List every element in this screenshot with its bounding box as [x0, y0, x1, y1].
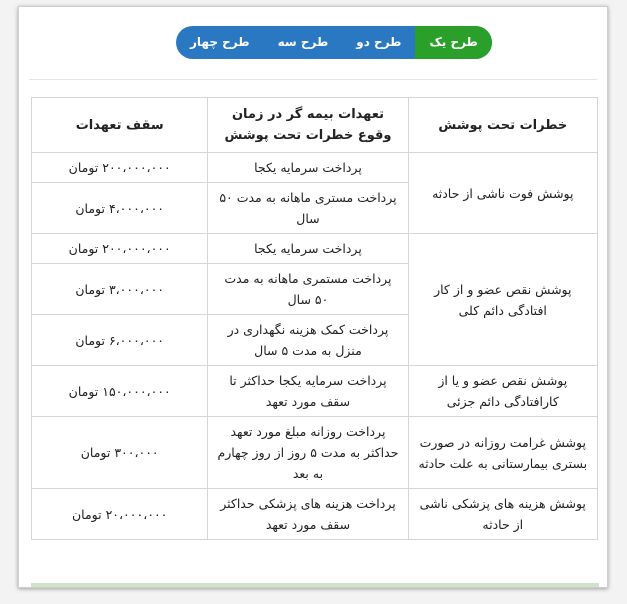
- limit-cell: ۴،۰۰۰،۰۰۰ تومان: [32, 183, 208, 234]
- table-row: [32, 153, 598, 183]
- commitment-cell: پرداخت مستمری ماهانه به مدت ۵۰ سال: [208, 264, 408, 315]
- header-commitments: تعهدات بیمه گر در زمان وقوع خطرات تحت پوشش: [208, 98, 408, 153]
- risk-cell: پوشش نقص عضو و یا از کارافتادگی دائم جزئی: [408, 366, 597, 417]
- limit-cell: ۲۰،۰۰۰،۰۰۰ تومان: [32, 489, 208, 540]
- risk-cell: پوشش فوت ناشی از حادثه: [408, 153, 597, 234]
- limit-cell: ۳،۰۰۰،۰۰۰ تومان: [32, 264, 208, 315]
- risk-cell: پوشش هزینه های پزشکی ناشی از حادثه: [408, 489, 597, 540]
- limit-cell: ۱۵۰،۰۰۰،۰۰۰ تومان: [32, 366, 208, 417]
- commitment-cell: پرداخت سرمایه یکجا حداکثر تا سقف مورد تعهد: [208, 366, 408, 417]
- limit-cell: ۲۰۰،۰۰۰،۰۰۰ تومان: [32, 234, 208, 264]
- risk-cell: پوشش غرامت روزانه در صورت بستری بیمارستانی به علت حادثه: [408, 417, 597, 489]
- commitment-cell: پرداخت سرمایه یکجا: [208, 153, 408, 183]
- header-limit: سقف تعهدات: [32, 98, 208, 153]
- coverage-table: [31, 97, 598, 540]
- horizontal-scrollbar[interactable]: [31, 583, 599, 587]
- table-row: [32, 366, 598, 417]
- limit-cell: ۳۰۰،۰۰۰ تومان: [32, 417, 208, 489]
- table-header-row: [32, 98, 598, 153]
- commitment-cell: پرداخت مستری ماهانه به مدت ۵۰ سال: [208, 183, 408, 234]
- divider: [29, 79, 597, 80]
- plan-tabs: [176, 26, 492, 59]
- tab-plan-1[interactable]: طرح یک: [415, 26, 491, 59]
- commitment-cell: پرداخت کمک هزینه نگهداری در منزل به مدت ۵ سال: [208, 315, 408, 366]
- commitment-cell: پرداخت سرمایه یکجا: [208, 234, 408, 264]
- tab-plan-3[interactable]: طرح سه: [277, 35, 329, 49]
- plan-panel: [18, 6, 608, 588]
- commitment-cell: پرداخت هزینه های پزشکی حداکثر سقف مورد تعهد: [208, 489, 408, 540]
- risk-cell: پوشش نقص عضو و از کار افتادگی دائم کلی: [408, 234, 597, 366]
- limit-cell: ۲۰۰،۰۰۰،۰۰۰ تومان: [32, 153, 208, 183]
- limit-cell: ۶،۰۰۰،۰۰۰ تومان: [32, 315, 208, 366]
- table-row: [32, 417, 598, 489]
- tab-plan-2[interactable]: طرح دو: [356, 35, 402, 49]
- commitment-cell: پرداخت روزانه مبلغ مورد تعهد حداکثر به مدت ۵ روز از روز چهارم به بعد: [208, 417, 408, 489]
- table-row: [32, 234, 598, 264]
- table-row: [32, 489, 598, 540]
- header-risks: خطرات تحت پوشش: [408, 98, 597, 153]
- tab-plan-4[interactable]: طرح چهار: [190, 35, 250, 49]
